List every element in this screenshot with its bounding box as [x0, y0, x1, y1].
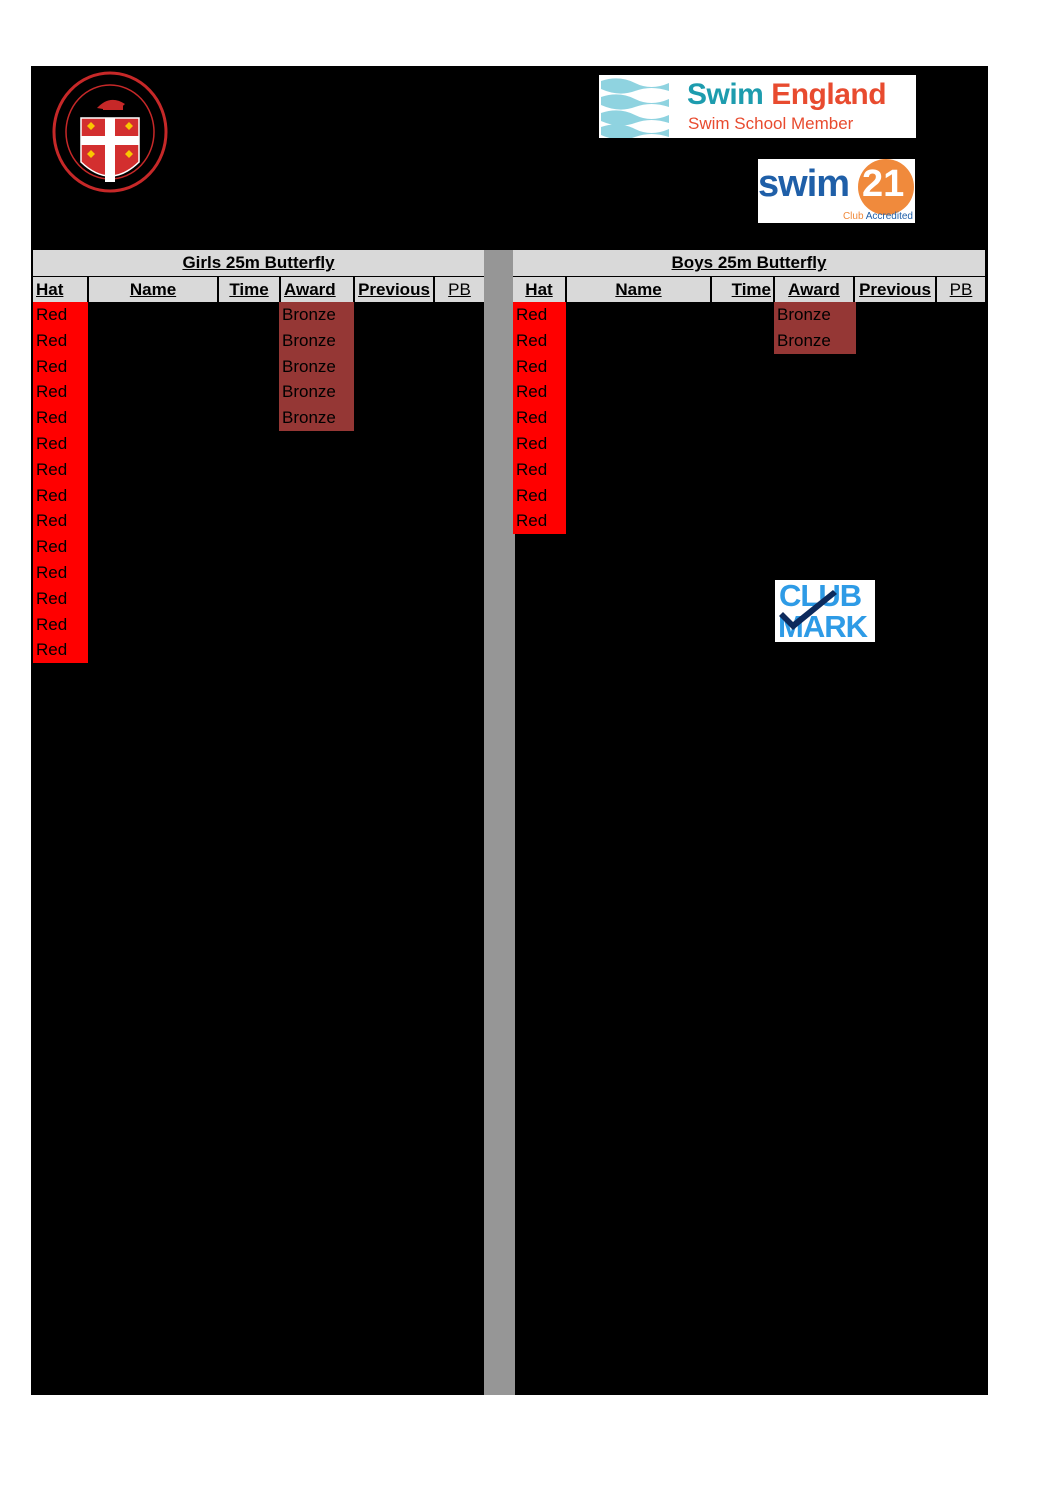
boys-rows	[513, 302, 985, 534]
hat-cell: Red	[513, 457, 566, 483]
award-cell	[279, 431, 354, 457]
name-time-cells	[566, 508, 774, 534]
name-time-cells	[566, 457, 774, 483]
table-row	[33, 354, 484, 380]
girls-col-previous: Previous	[355, 277, 435, 302]
name-time-cells	[566, 354, 774, 380]
award-cell	[279, 534, 354, 560]
hat-cell: Red	[513, 431, 566, 457]
hat-cell: Red	[513, 328, 566, 354]
table-row	[33, 302, 484, 328]
table-row	[33, 483, 484, 509]
girls-results-table	[33, 250, 484, 663]
girls-header-row	[33, 276, 484, 302]
hat-cell: Red	[33, 328, 88, 354]
award-cell	[774, 508, 856, 534]
name-time-cells	[88, 637, 279, 663]
swim-england-subtitle: Swim School Member	[688, 114, 854, 133]
table-row	[33, 457, 484, 483]
name-time-cells	[88, 328, 279, 354]
hat-cell: Red	[33, 483, 88, 509]
swim-england-logo	[599, 75, 916, 138]
girls-rows	[33, 302, 484, 663]
hat-cell: Red	[33, 534, 88, 560]
table-row	[33, 431, 484, 457]
award-cell	[279, 637, 354, 663]
boys-table-title: Boys 25m Butterfly	[513, 250, 985, 276]
award-cell: Bronze	[279, 379, 354, 405]
table-row	[513, 405, 985, 431]
clubmark-check-icon	[775, 580, 875, 642]
table-row	[33, 405, 484, 431]
award-cell	[774, 431, 856, 457]
name-time-cells	[88, 534, 279, 560]
name-time-cells	[566, 483, 774, 509]
swim21-number: 21	[862, 163, 905, 205]
name-time-cells	[566, 405, 774, 431]
boys-col-pb: PB	[949, 280, 973, 299]
boys-col-award: Award	[775, 277, 855, 302]
hat-cell: Red	[33, 457, 88, 483]
award-cell	[279, 560, 354, 586]
name-time-cells	[566, 302, 774, 328]
award-cell	[279, 586, 354, 612]
boys-col-previous: Previous	[855, 277, 937, 302]
boys-col-name: Name	[567, 277, 712, 302]
swim21-logo	[758, 159, 915, 223]
name-time-cells	[566, 431, 774, 457]
name-time-cells	[88, 431, 279, 457]
name-time-cells	[88, 457, 279, 483]
hat-cell: Red	[33, 560, 88, 586]
boys-col-hat: Hat	[513, 277, 567, 302]
table-row	[33, 328, 484, 354]
award-cell: Bronze	[279, 405, 354, 431]
swim21-word: swim	[758, 163, 850, 205]
hat-cell: Red	[33, 379, 88, 405]
table-row	[513, 457, 985, 483]
table-row	[513, 508, 985, 534]
boys-results-table	[513, 250, 985, 534]
boys-header-row	[513, 276, 985, 302]
award-cell: Bronze	[774, 302, 856, 328]
hat-cell: Red	[33, 405, 88, 431]
table-row	[513, 302, 985, 328]
table-row	[33, 612, 484, 638]
hat-cell: Red	[513, 302, 566, 328]
award-cell	[774, 379, 856, 405]
hat-cell: Red	[513, 483, 566, 509]
hat-cell: Red	[33, 302, 88, 328]
award-cell	[774, 405, 856, 431]
table-row	[33, 508, 484, 534]
table-row	[513, 354, 985, 380]
york-city-baths-club-logo	[51, 70, 169, 194]
clubmark-logo	[775, 580, 875, 642]
award-cell: Bronze	[774, 328, 856, 354]
clubmark-line2: MARK	[778, 609, 867, 642]
table-row	[33, 379, 484, 405]
hat-cell: Red	[33, 586, 88, 612]
girls-col-name: Name	[89, 277, 219, 302]
table-row	[33, 586, 484, 612]
hat-cell: Red	[33, 637, 88, 663]
table-row	[33, 560, 484, 586]
swim21-tagline: Club Accredited	[842, 211, 913, 222]
girls-col-hat: Hat	[33, 277, 89, 302]
hat-cell: Red	[33, 612, 88, 638]
table-row	[513, 483, 985, 509]
table-row	[33, 637, 484, 663]
award-cell	[774, 483, 856, 509]
award-cell	[774, 457, 856, 483]
name-time-cells	[88, 560, 279, 586]
swim-england-title: Swim England	[687, 78, 887, 111]
award-cell	[279, 612, 354, 638]
clubmark-line1: CLUB	[779, 580, 862, 613]
hat-cell: Red	[513, 508, 566, 534]
award-cell	[279, 508, 354, 534]
award-cell: Bronze	[279, 328, 354, 354]
hat-cell: Red	[33, 354, 88, 380]
award-cell: Bronze	[279, 354, 354, 380]
table-divider	[484, 250, 515, 1395]
hat-cell: Red	[33, 508, 88, 534]
name-time-cells	[88, 508, 279, 534]
name-time-cells	[88, 354, 279, 380]
table-row	[513, 328, 985, 354]
hat-cell: Red	[33, 431, 88, 457]
name-time-cells	[88, 302, 279, 328]
award-cell	[279, 483, 354, 509]
table-row	[513, 431, 985, 457]
girls-col-pb: PB	[448, 280, 471, 299]
award-cell	[279, 457, 354, 483]
name-time-cells	[88, 483, 279, 509]
girls-table-title: Girls 25m Butterfly	[33, 250, 484, 276]
name-time-cells	[88, 405, 279, 431]
award-cell: Bronze	[279, 302, 354, 328]
award-cell	[774, 354, 856, 380]
name-time-cells	[88, 379, 279, 405]
hat-cell: Red	[513, 405, 566, 431]
girls-col-time: Time	[219, 277, 281, 302]
boys-col-time: Time	[712, 277, 775, 302]
girls-col-award: Award	[281, 277, 355, 302]
name-time-cells	[88, 586, 279, 612]
hat-cell: Red	[513, 379, 566, 405]
name-time-cells	[566, 379, 774, 405]
table-row	[33, 534, 484, 560]
name-time-cells	[566, 328, 774, 354]
hat-cell: Red	[513, 354, 566, 380]
name-time-cells	[88, 612, 279, 638]
table-row	[513, 379, 985, 405]
